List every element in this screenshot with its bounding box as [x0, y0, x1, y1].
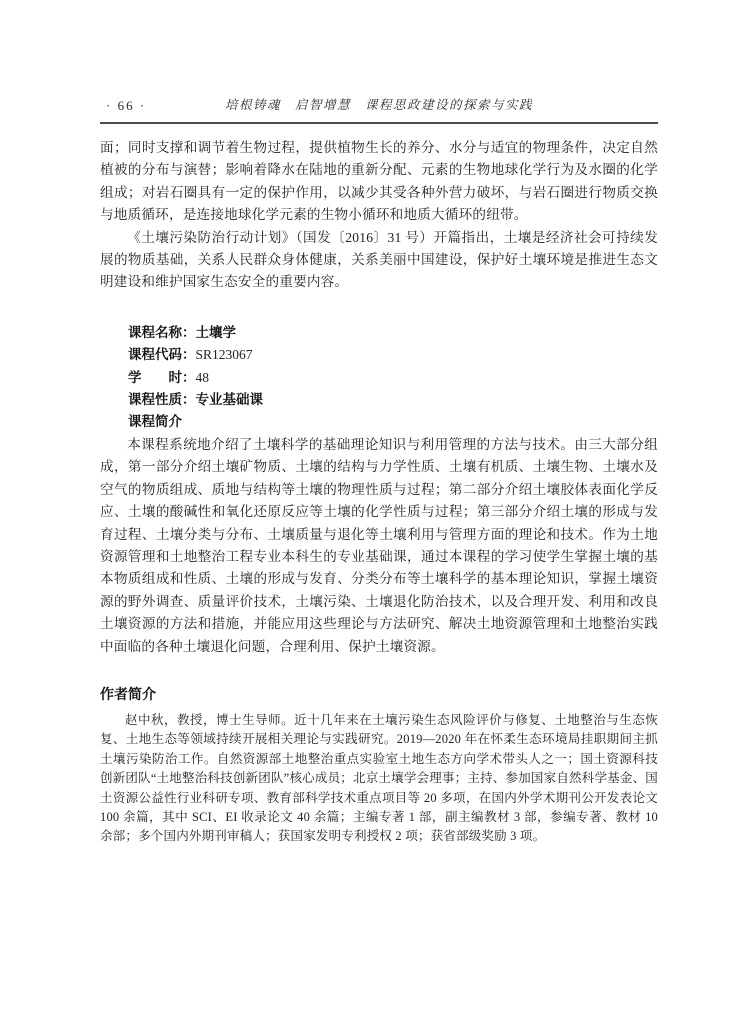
page-content	[100, 0, 658, 847]
page-header	[100, 97, 658, 114]
course-intro-text: 本课程系统地介绍了土壤科学的基础理论知识与利用管理的方法与技术。由三大部分组成，第一部分介绍土壤矿物质、土壤的结构与力学性质、土壤有机质、土壤生物、土壤水及空气的物质组成、质地与结构等土壤的物理性质与过程；第二部分介绍土壤胶体表面化学反应、土壤的酸碱性和氧化还原反应等土壤的化学性质与过程；第三部分介绍土壤的形成与发育过程、土壤分类与分布、土壤质量与退化等土壤利用与管理方面的理论和技术。作为土地资源管理和土地整治工程专业本科生的专业基础课，通过本课程的学习使学生掌握土壤的基本物质组成和性质、土壤的形成与发育、分类分布等土壤科学的基本理论知识，掌握土壤资源的野外调查、质量评价技术，土壤污染、土壤退化防治技术，以及合理开发、利用和改良土壤资源的方法和措施，并能应用这些理论与方法研究、解决土地资源管理和土地整治实践中面临的各种土壤退化问题，合理利用、保护土壤资源。	[100, 436, 658, 654]
course-hours-row	[128, 367, 658, 389]
paragraph-soil-functions: 面；同时支撑和调节着生物过程，提供植物生长的养分、水分与适宜的物理条件，决定自然植被的分布与演替；影响着降水在陆地的重新分配、元素的生物地球化学行为及水圈的化学组成；对岩石圈具有一定的保护作用，以减少其受各种外营力破坏，与岩石圈进行物质交换与地质循环，是连接地球化学元素的生物小循环和地质大循环的纽带。	[100, 140, 658, 223]
course-name-value: 土壤学	[195, 324, 236, 340]
course-code-row	[128, 344, 658, 366]
course-nature-label: 课程性质：	[128, 392, 196, 408]
course-hours-label: 学 时：	[128, 369, 196, 385]
course-hours-value: 48	[195, 369, 209, 385]
course-code-value: SR123067	[195, 347, 253, 363]
course-intro-heading-row	[128, 411, 658, 433]
course-code-label: 课程代码：	[128, 347, 196, 363]
course-info-block	[100, 322, 658, 434]
running-title: 培根铸魂 启智增慧 课程思政建设的探索与实践	[224, 98, 533, 112]
paragraph-action-plan: 《土壤污染防治行动计划》（国发〔2016〕31 号）开篇指出，土壤是经济社会可持续发展的物质基础，关系人民群众身体健康，关系美丽中国建设，保护好土壤环境是推进生态文明建设和维护国家生态安全的重要内容。	[100, 229, 658, 290]
course-nature-row	[128, 389, 658, 411]
author-bio-text: 赵中秋，教授，博士生导师。近十几年来在土壤污染生态风险评价与修复、土地整治与生态恢复、土地生态等领域持续开展相关理论与实践研究。2019—2020 年在怀柔生态环境局挂职期间主抓土壤污染防治工作。自然资源部土地整治重点实验室土地生态方向学术带头人之一；国土资源科技创新团队“土地整治科技创新团队”核心成员；北京土壤学会理事；主持、参加国家自然科学基金、国土资源公益性行业科研专项、教育部科学技术重点项目等 20 多项，在国内外学术期刊公开发表论文 100 余篇，其中 SCI、EI 收录论文 40 余篇；主编专著 1 部，副主编教材 3 部，参编专著、教材 10 余部；多个国内外期刊审稿人；获国家发明专利授权 2 项；获省部级奖励 3 项。	[100, 712, 658, 844]
author-section-heading: 作者简介	[100, 685, 156, 702]
course-name-row	[128, 322, 658, 344]
header-rule	[100, 122, 658, 124]
page-number: · 66 ·	[106, 98, 147, 113]
course-nature-value: 专业基础课	[195, 392, 263, 408]
course-intro-heading: 课程简介	[128, 414, 182, 430]
course-name-label: 课程名称：	[128, 324, 196, 340]
